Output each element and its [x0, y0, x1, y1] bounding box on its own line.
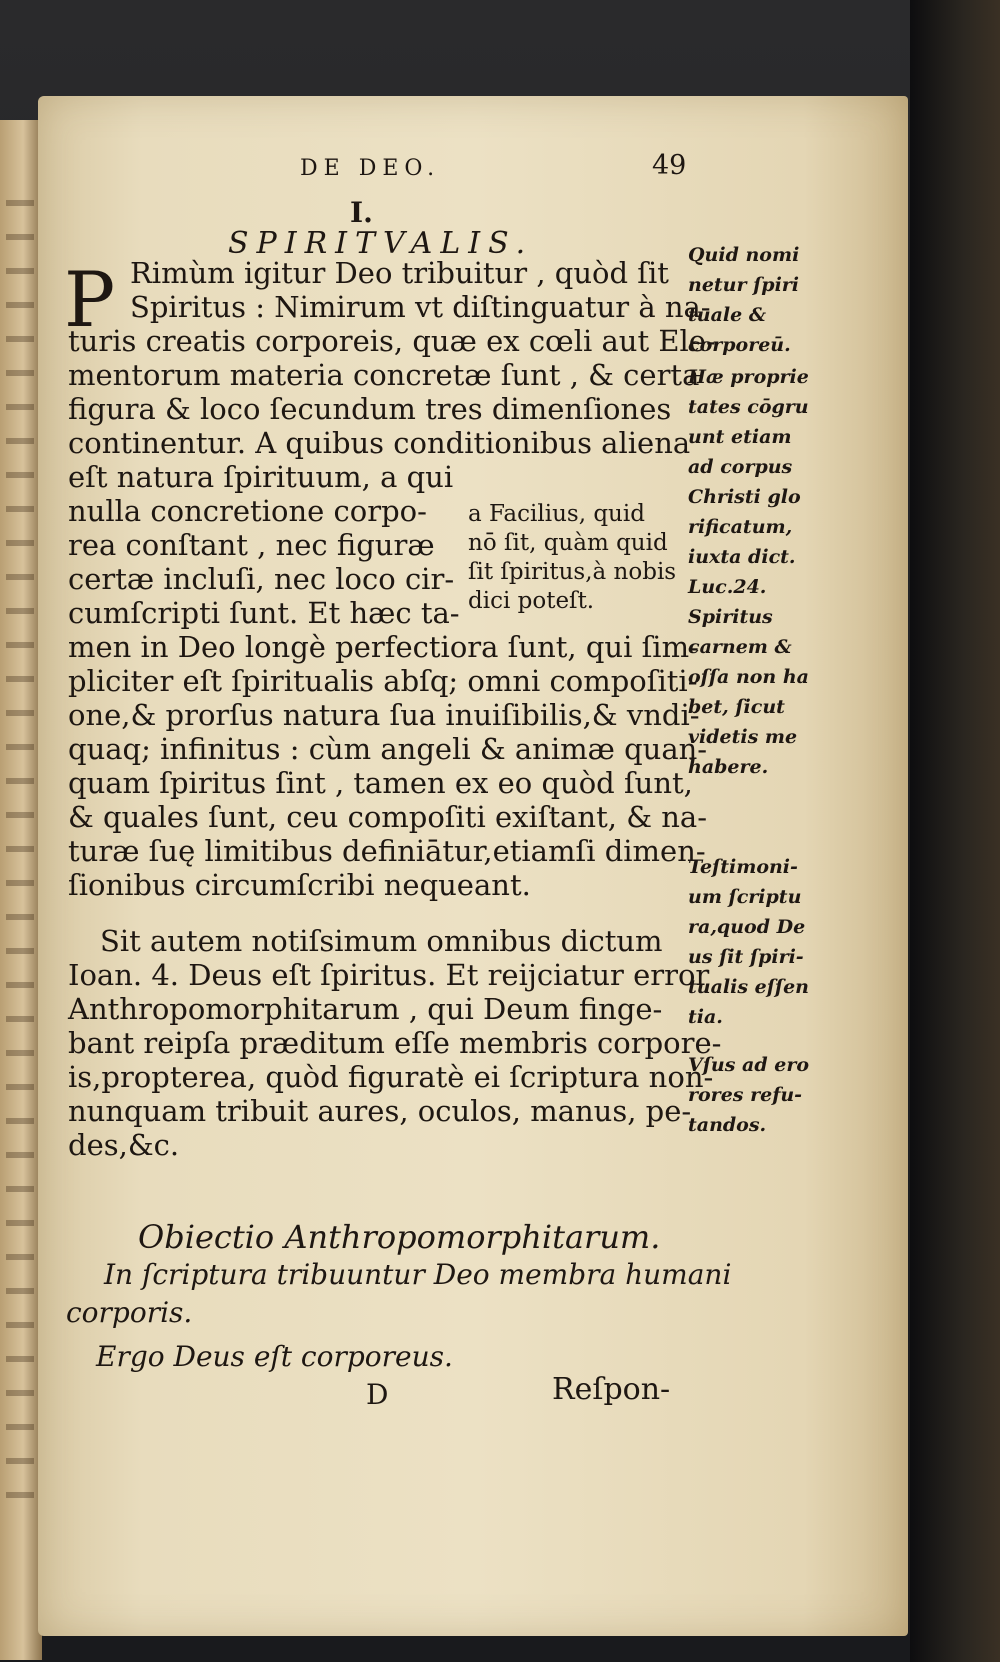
objection-line: corporis.: [66, 1296, 193, 1329]
margin-note-line: tandos.: [688, 1114, 767, 1136]
body-line: turis creatis corporeis, quæ ex cœli aut Ele-: [68, 324, 716, 358]
margin-note-line: habere.: [688, 756, 769, 778]
body-line: rea conſtant , nec figuræ: [68, 528, 435, 562]
objection-heading: Obiectio Anthropomorphitarum.: [138, 1218, 661, 1256]
footnote-line: ſit ſpiritus,à nobis: [468, 559, 677, 585]
body-line: quam ſpiritus ſint , tamen ex eo quòd ſunt,: [68, 766, 693, 800]
margin-note-line: tualis eſſen: [688, 976, 809, 998]
margin-note-line: netur ſpiri: [688, 274, 800, 296]
body-line: continentur. A quibus conditionibus aliena: [68, 426, 691, 460]
margin-note-line: unt etiam: [688, 426, 792, 448]
footnote-line: dici poteſt.: [468, 588, 595, 614]
body-line: ſionibus circumſcribi nequeant.: [68, 868, 531, 902]
margin-note-line: Vſus ad ero: [688, 1054, 810, 1076]
body-line: Sit autem notiſsimum omnibus dictum: [100, 924, 663, 958]
margin-note-line: bet, ſicut: [688, 696, 785, 718]
margin-note-line: videtis me: [688, 726, 798, 748]
margin-note-line: us ſit ſpiri-: [688, 946, 804, 968]
footnote-line: a Facilius, quid: [468, 501, 645, 527]
inline-footnote: [468, 500, 686, 616]
body-line: des,&c.: [68, 1128, 180, 1162]
body-line: is,propterea, quòd figuratè ei ſcriptura non-: [68, 1060, 714, 1094]
margin-note-line: iuxta dict.: [688, 546, 796, 568]
margin-note-line: Christi glo: [688, 486, 801, 508]
section-title: SPIRITVALIS.: [228, 226, 534, 261]
objection-line: In ſcriptura tribuuntur Deo membra humani: [104, 1258, 732, 1291]
margin-note-line: rores refu-: [688, 1084, 803, 1106]
margin-note: [688, 240, 816, 360]
body-line: Rimùm igitur Deo tribuitur , quòd ſit: [130, 256, 669, 290]
margin-note: [688, 852, 816, 1032]
margin-note-line: Spiritus: [688, 606, 773, 628]
margin-note-line: oſſa non ha: [688, 666, 809, 688]
margin-note-line: ra,quod De: [688, 916, 806, 938]
body-line: figura & loco ſecundum tres dimenſiones: [68, 392, 672, 426]
margin-note-line: tia.: [688, 1006, 723, 1028]
body-line: nulla concretione corpo-: [68, 494, 427, 528]
margin-note-line: tuale &: [688, 304, 766, 326]
catchword: Reſpon-: [552, 1372, 671, 1407]
signature-mark: D: [366, 1378, 389, 1411]
previous-page-text-ghost: [6, 200, 34, 1500]
body-line: certæ incluſi, nec loco cir-: [68, 562, 455, 596]
margin-note-line: Teſtimoni-: [688, 856, 798, 878]
body-line: one,& prorſus natura ſua inuiſibilis,& vndi-: [68, 698, 700, 732]
body-line: & quales ſunt, ceu compoſiti exiſtant, & na-: [68, 800, 707, 834]
objection-line: Ergo Deus eſt corporeus.: [96, 1340, 453, 1373]
body-line: turæ ſuę limitibus definiātur,etiamſi dimen-: [68, 834, 706, 868]
footnote-line: nō ſit, quàm quid: [468, 530, 668, 556]
body-line: quaq; infinitus : cùm angeli & animæ quan-: [68, 732, 708, 766]
book-cover-edge: [910, 0, 1000, 1662]
margin-note-line: rificatum,: [688, 516, 793, 538]
body-line: pliciter eſt ſpiritualis abſq; omni compoſiti-: [68, 664, 698, 698]
body-line: cumſcripti ſunt. Et hæc ta-: [68, 596, 460, 630]
body-line: nunquam tribuit aures, oculos, manus, pe-: [68, 1094, 692, 1128]
margin-note-line: carnem &: [688, 636, 792, 658]
margin-note: [688, 1050, 816, 1140]
margin-note-line: Hæ proprie: [688, 366, 809, 388]
running-head: DE DEO.: [300, 156, 441, 181]
drop-cap: P: [64, 255, 116, 344]
margin-note-line: um ſcriptu: [688, 886, 802, 908]
body-line: men in Deo longè perfectiora ſunt, qui ſim-: [68, 630, 699, 664]
margin-note-line: Quid nomi: [688, 244, 800, 266]
body-line: Ioan. 4. Deus eſt ſpiritus. Et reijciatur error: [68, 958, 710, 992]
body-line: Anthropomorphitarum , qui Deum finge-: [68, 992, 663, 1026]
body-line: bant reipſa præditum eſſe membris corpore-: [68, 1026, 722, 1060]
page-number: 49: [652, 150, 687, 181]
body-line: mentorum materia concretæ ſunt , & certa: [68, 358, 700, 392]
margin-note-line: Luc.24.: [688, 576, 767, 598]
body-line: eſt natura ſpirituum, a qui: [68, 460, 454, 494]
section-number: I.: [350, 196, 373, 229]
previous-page-edge: [0, 120, 42, 1660]
margin-note-line: corporeū.: [688, 334, 791, 356]
margin-note-line: tates cōgru: [688, 396, 809, 418]
margin-note-line: ad corpus: [688, 456, 793, 478]
margin-note: [688, 362, 816, 782]
body-line: Spiritus : Nimirum vt diſtinguatur à na-: [130, 290, 711, 324]
